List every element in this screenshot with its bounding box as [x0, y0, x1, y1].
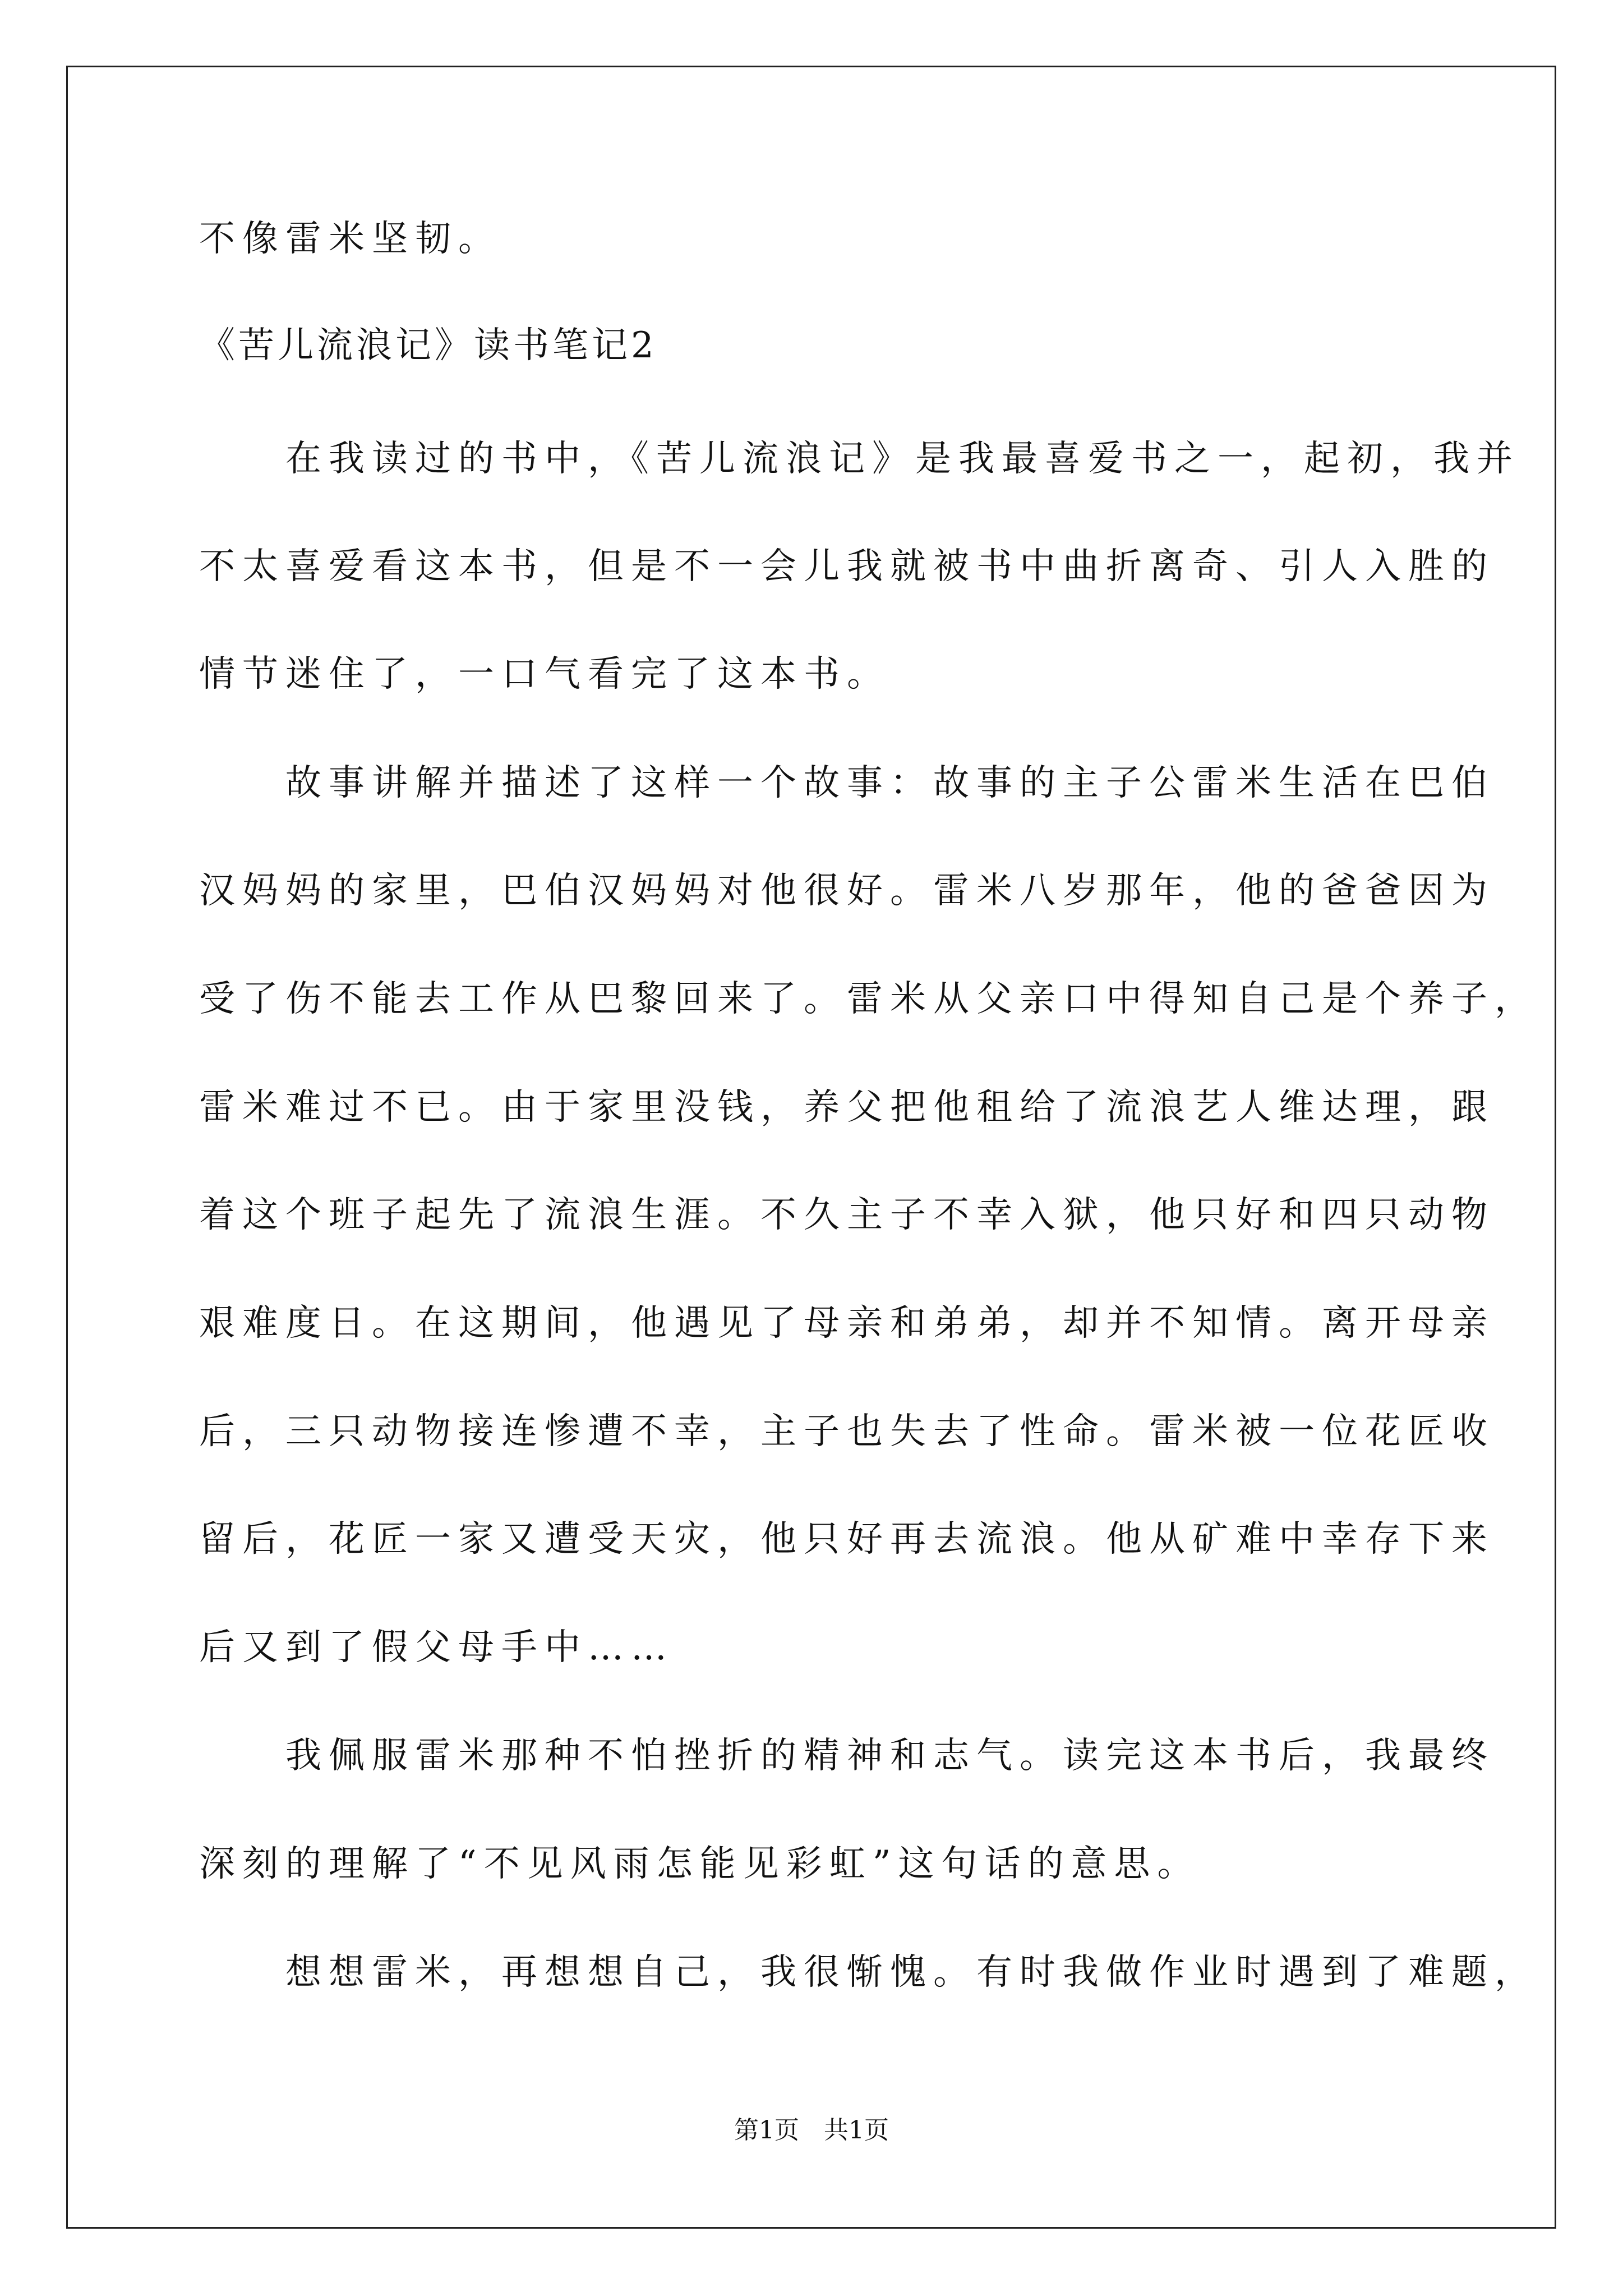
text-line: 后，三只动物接连惨遭不幸，主子也失去了性命。雷米被一位花匠收: [199, 1411, 1495, 1452]
section-title: 《苦儿流浪记》读书笔记2: [199, 325, 657, 366]
page-footer: 第1页 共1页: [734, 2116, 889, 2145]
text-line: 雷米难过不已。由于家里没钱，养父把他租给了流浪艺人维达理，跟: [199, 1087, 1495, 1128]
text-line: 后又到了假父母手中……: [199, 1627, 674, 1668]
text-line: 受了伤不能去工作从巴黎回来了。雷米从父亲口中得知自己是个养子，: [199, 978, 1538, 1020]
text-line: 故事讲解并描述了这样一个故事：故事的主子公雷米生活在巴伯: [199, 762, 1495, 804]
text-line: 不太喜爱看这本书，但是不一会儿我就被书中曲折离奇、引人入胜的: [199, 546, 1495, 587]
text-line: 汉妈妈的家里，巴伯汉妈妈对他很好。雷米八岁那年，他的爸爸因为: [199, 870, 1495, 912]
text-line: 在我读过的书中，《苦儿流浪记》是我最喜爱书之一，起初，我并: [199, 438, 1520, 480]
text-line: 深刻的理解了“不见风雨怎能见彩虹”这句话的意思。: [199, 1843, 1201, 1885]
text-line: 留后，花匠一家又遭受天灾，他只好再去流浪。他从矿难中幸存下来: [199, 1519, 1495, 1560]
text-line: 情节迷住了，一口气看完了这本书。: [199, 654, 890, 695]
text-line: 想想雷米，再想想自己，我很惭愧。有时我做作业时遇到了难题，: [199, 1952, 1538, 1993]
text-line: 艰难度日。在这期间，他遇见了母亲和弟弟，却并不知情。离开母亲: [199, 1303, 1495, 1344]
text-line: 着这个班子起先了流浪生涯。不久主子不幸入狱，他只好和四只动物: [199, 1194, 1495, 1236]
text-line: 我佩服雷米那种不怕挫折的精神和志气。读完这本书后，我最终: [199, 1735, 1495, 1777]
page-border: [66, 66, 1556, 2229]
text-line: 不像雷米坚韧。: [199, 218, 501, 260]
